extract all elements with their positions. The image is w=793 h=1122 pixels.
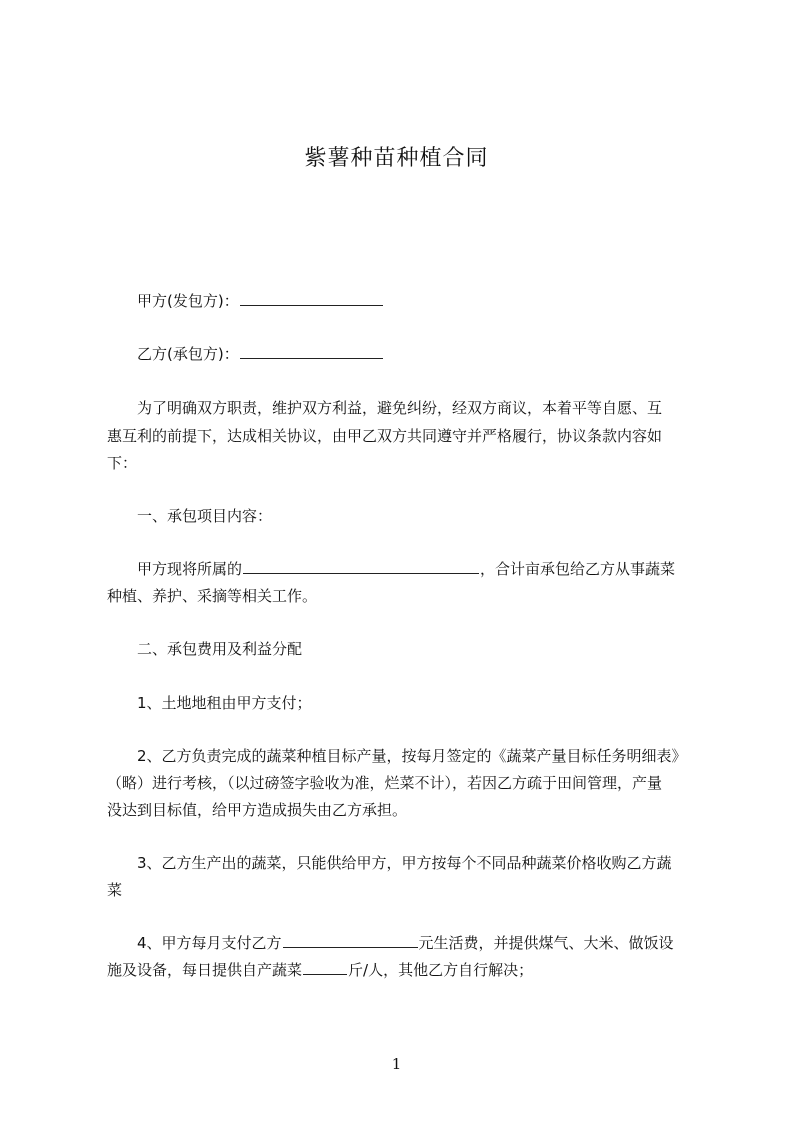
intro-line-2: 惠互利的前提下，达成相关协议，由甲乙双方共同遵守并严格履行，协议条款内容如: [107, 427, 663, 445]
project-location-blank[interactable]: [243, 558, 479, 574]
item-4-text-a: 4、甲方每月支付乙方: [137, 934, 282, 952]
party-a-line: [137, 290, 384, 312]
vegetable-amount-blank[interactable]: [303, 959, 347, 975]
living-allowance-blank[interactable]: [283, 932, 418, 948]
section-1-line-1: [137, 558, 675, 580]
item-4-text-c: 施及设备，每日提供自产蔬菜: [107, 961, 303, 979]
section-2-heading: 二、承包费用及利益分配: [137, 640, 303, 658]
section-2-item-1: 1、土地地租由甲方支付；: [137, 694, 312, 712]
intro-line-1: 为了明确双方职责，维护双方利益，避免纠纷，经双方商议，本着平等自愿、互: [137, 399, 663, 417]
section-1-text-a: 甲方现将所属的: [137, 560, 243, 578]
section-1-text-b: ，合计亩承包给乙方从事蔬菜: [480, 560, 676, 578]
party-b-line: [137, 343, 384, 365]
party-b-blank[interactable]: [240, 343, 383, 359]
section-1-line-2: 种植、养护、采摘等相关工作。: [107, 587, 318, 605]
item-4-text-b: 元生活费，并提供煤气、大米、做饭设: [418, 934, 674, 952]
section-2-item-2-line-1: 2、乙方负责完成的蔬菜种植目标产量，按每月签定的《蔬菜产量目标任务明细表》: [137, 747, 687, 765]
section-2-item-4-line-2: [107, 959, 533, 981]
section-2-item-4-line-1: [137, 932, 674, 954]
party-a-blank[interactable]: [240, 290, 383, 306]
item-4-text-d: 斤/人，其他乙方自行解决；: [348, 961, 534, 979]
document-title: 紫薯种苗种植合同: [304, 146, 489, 171]
section-2-item-2-line-3: 没达到目标值，给甲方造成损失由乙方承担。: [107, 801, 408, 819]
section-1-heading: 一、承包项目内容：: [137, 507, 273, 525]
section-2-item-3-line-2: 菜: [107, 881, 123, 899]
party-b-label: 乙方(承包方)：: [137, 345, 239, 363]
intro-line-3: 下：: [107, 454, 138, 472]
section-2-item-2-line-2: （略）进行考核，（以过磅签字验收为准，烂菜不计），若因乙方疏于田间管理，产量: [107, 774, 663, 792]
section-2-item-3-line-1: 3、乙方生产出的蔬菜，只能供给甲方，甲方按每个不同品种蔬菜价格收购乙方蔬: [137, 854, 672, 872]
page-number: 1: [391, 1055, 402, 1073]
party-a-label: 甲方(发包方)：: [137, 292, 239, 310]
